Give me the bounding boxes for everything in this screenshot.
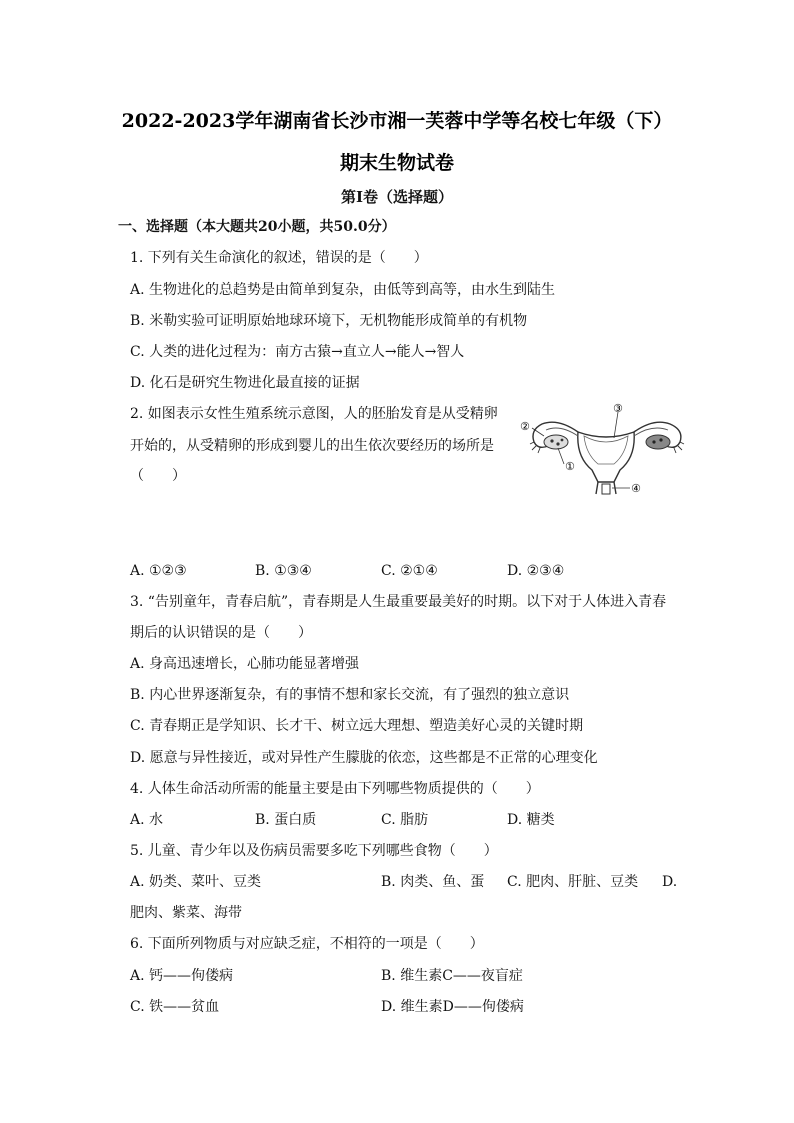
question-5-option-d: D. xyxy=(662,874,678,890)
question-1-stem: 1. 下列有关生命演化的叙述，错误的是（ ） xyxy=(130,250,428,266)
figure-label-2: ② xyxy=(520,420,530,433)
question-2-option-b: B. ①③④ xyxy=(255,563,312,579)
question-3-option-d: D. 愿意与异性接近，或对异性产生朦胧的依恋，这些都是不正常的心理变化 xyxy=(130,750,598,766)
question-3-stem-line1: 3. “告别童年，青春启航”，青春期是人生最重要最美好的时期。以下对于人体进入青春 xyxy=(130,594,667,610)
question-4-option-b: B. 蛋白质 xyxy=(255,812,317,828)
question-2-stem-line3: （ ） xyxy=(130,468,186,484)
question-6-option-b: B. 维生素C——夜盲症 xyxy=(381,968,523,984)
figure-label-1: ① xyxy=(565,460,575,473)
question-6-option-a: A. 钙——佝偻病 xyxy=(130,968,234,984)
figure-label-4: ④ xyxy=(631,482,641,495)
volume-title: 第I卷（选择题） xyxy=(340,188,454,206)
question-3-stem-line2: 期后的认识错误的是（ ） xyxy=(130,625,312,641)
question-3-option-c: C. 青春期正是学知识、长才干、树立远大理想、塑造美好心灵的关键时期 xyxy=(130,718,584,734)
exam-title-line1: 2022-2023学年湖南省长沙市湘一芙蓉中学等名校七年级（下） xyxy=(121,110,673,132)
question-2-option-c: C. ②①④ xyxy=(381,563,438,579)
question-2-option-d: D. ②③④ xyxy=(507,563,565,579)
question-5-option-b: B. 肉类、鱼、蛋 xyxy=(381,874,485,890)
question-2-stem-line2: 开始的，从受精卵的形成到婴儿的出生依次要经历的场所是 xyxy=(130,438,494,454)
question-4-option-a: A. 水 xyxy=(130,812,164,828)
question-6-option-d: D. 维生素D——佝偻病 xyxy=(381,999,524,1015)
question-5-option-a: A. 奶类、菜叶、豆类 xyxy=(130,874,262,890)
question-1-option-a: A. 生物进化的总趋势是由简单到复杂，由低等到高等，由水生到陆生 xyxy=(130,282,556,298)
question-1-option-d: D. 化石是研究生物进化最直接的证据 xyxy=(130,375,360,391)
question-4-option-c: C. 脂肪 xyxy=(381,812,429,828)
figure-label-3: ③ xyxy=(613,402,623,415)
question-5-option-d-text: 肥肉、紫菜、海带 xyxy=(130,905,242,921)
question-5-option-c: C. 肥肉、肝脏、豆类 xyxy=(507,874,639,890)
question-5-stem: 5. 儿童、青少年以及伤病员需要多吃下列哪些食物（ ） xyxy=(130,843,498,859)
question-3-option-b: B. 内心世界逐渐复杂，有的事情不想和家长交流，有了强烈的独立意识 xyxy=(130,687,570,703)
exam-title-line2: 期末生物试卷 xyxy=(339,152,454,174)
question-1-option-c: C. 人类的进化过程为：南方古猿→直立人→能人→智人 xyxy=(130,344,465,360)
question-3-option-a: A. 身高迅速增长，心肺功能显著增强 xyxy=(130,656,360,672)
question-2-stem-line1: 2. 如图表示女性生殖系统示意图，人的胚胎发育是从受精卵 xyxy=(130,406,498,422)
female-reproductive-system-figure xyxy=(518,402,696,498)
question-2-option-a: A. ①②③ xyxy=(130,563,187,579)
question-1-option-b: B. 米勒实验可证明原始地球环境下，无机物能形成简单的有机物 xyxy=(130,313,528,329)
question-4-option-d: D. 糖类 xyxy=(507,812,555,828)
part-title: 一、选择题（本大题共20小题，共50.0分） xyxy=(118,219,396,235)
question-6-option-c: C. 铁——贫血 xyxy=(130,999,220,1015)
question-4-stem: 4. 人体生命活动所需的能量主要是由下列哪些物质提供的（ ） xyxy=(130,781,540,797)
question-6-stem: 6. 下面所列物质与对应缺乏症，不相符的一项是（ ） xyxy=(130,936,484,952)
